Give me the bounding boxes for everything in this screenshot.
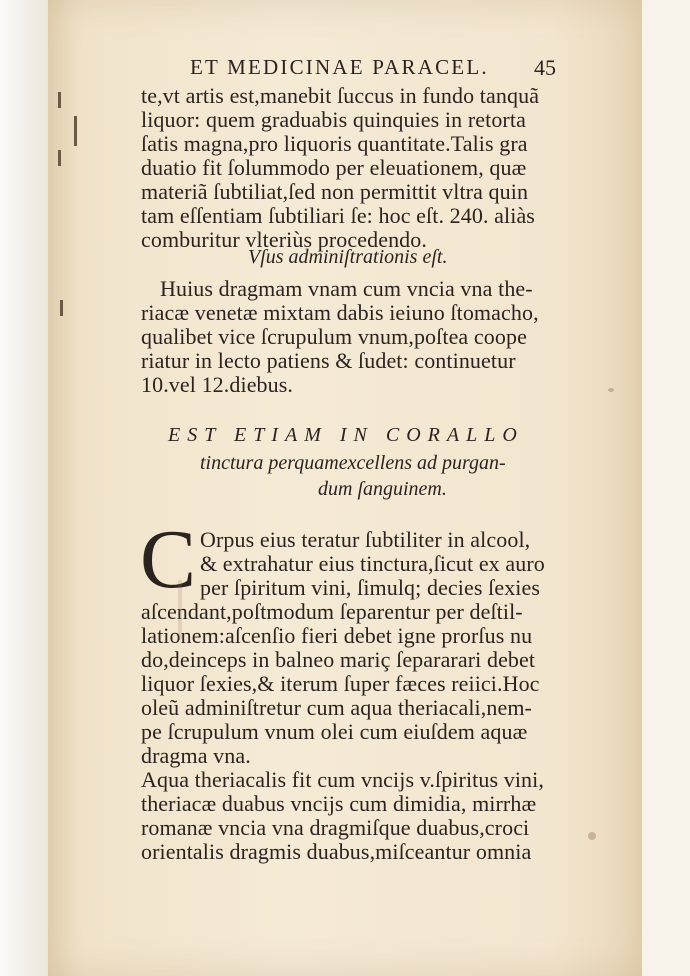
text-line: te,vt artis est,manebit ſuccus in fundo tanquã bbox=[141, 83, 540, 108]
text-line: duatio fit ſolummodo per eleuationem, quæ bbox=[141, 155, 527, 180]
text-line: riatur in lecto patiens & ſudet: continuetur bbox=[141, 348, 516, 373]
ink-speck bbox=[588, 832, 596, 840]
text-line: liquor: quem graduabis quinquies in retorta bbox=[141, 107, 526, 132]
chapter-heading-line2: tinctura perquamexcellens ad purgan- bbox=[200, 452, 506, 474]
margin-mark bbox=[58, 92, 61, 108]
page-number: 45 bbox=[534, 55, 556, 80]
margin-mark bbox=[60, 300, 63, 316]
text-line: riacæ venetæ mixtam dabis ieiuno ſtomacho, bbox=[141, 300, 539, 325]
text-line: materiã ſubtiliat,ſed non permittit vltra quin bbox=[141, 179, 529, 204]
book-page bbox=[48, 0, 642, 976]
text-line: dragma vna. bbox=[141, 743, 251, 768]
text-line: 10.vel 12.diebus. bbox=[141, 372, 294, 397]
running-head: ET MEDICINAE PARACEL. bbox=[190, 55, 489, 79]
text-line: pe ſcrupulum vnum olei cum eiuſdem aquæ bbox=[141, 719, 528, 744]
margin-mark bbox=[58, 150, 61, 166]
text-line: comburitur vlteriùs procedendo. bbox=[141, 227, 427, 252]
ink-speck bbox=[608, 388, 614, 392]
chapter-heading-line3: dum ſanguinem. bbox=[318, 478, 447, 500]
text-line: per ſpiritum vini, ſimulq; decies ſexies bbox=[200, 575, 541, 600]
text-line: ſatis magna,pro liquoris quantitate.Talis gra bbox=[141, 131, 528, 156]
text-line: qualibet vice ſcrupulum vnum,poſtea coope bbox=[141, 324, 527, 349]
text-line: Orpus eius teratur ſubtiliter in alcool, bbox=[200, 527, 531, 552]
text-line: & extrahatur eius tinctura,ſicut ex auro bbox=[200, 551, 545, 576]
text-line: aſcendant,poſtmodum ſeparentur per deſtil- bbox=[141, 599, 523, 624]
text-line: tam eſſentiam ſubtiliari ſe: hoc eſt. 240. aliàs bbox=[141, 203, 535, 228]
text-line: romanæ vncia vna dragmiſque duabus,croci bbox=[141, 815, 530, 840]
text-line: lationem:aſcenſio fieri debet igne prorſus nu bbox=[141, 623, 533, 648]
text-line: Huius dragmam vnam cum vncia vna the- bbox=[160, 276, 533, 301]
text-line: oleũ adminiſtretur cum aqua theriacali,nem- bbox=[141, 695, 532, 720]
text-line: theriacæ duabus vncijs cum dimidia, mirrhæ bbox=[141, 791, 537, 816]
margin-mark bbox=[74, 130, 77, 146]
text-line: liquor ſexies,& iterum ſuper fæces reiici.Hoc bbox=[141, 671, 540, 696]
text-line: do,deinceps in balneo mariç ſepararari debet bbox=[141, 647, 536, 672]
ink-streak bbox=[178, 580, 182, 640]
chapter-heading: EST ETIAM IN CORALLO bbox=[168, 424, 524, 446]
scan-margin bbox=[0, 0, 48, 976]
text-line: orientalis dragmis duabus,miſceantur omnia bbox=[141, 839, 532, 864]
drop-cap: C bbox=[140, 513, 197, 606]
text-line: Aqua theriacalis fit cum vncijs v.ſpiritus vini, bbox=[141, 767, 544, 792]
section-subhead: Vſus adminiſtrationis eſt. bbox=[248, 246, 448, 268]
